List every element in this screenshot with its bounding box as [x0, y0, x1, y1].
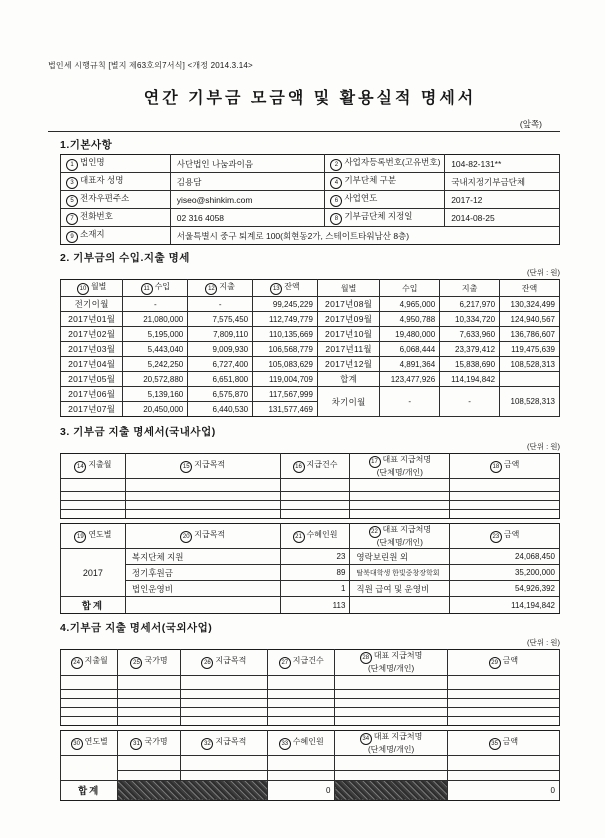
monthly-inout-table — [60, 279, 560, 417]
col-header-amount: 18 금액 — [450, 454, 560, 479]
domestic-row: 정기후원금 89 탈북대학생 한빛중창장학회 35,200,000 — [61, 565, 560, 581]
empty-row — [61, 675, 560, 689]
field-label-org-type: 4 기부단체 구분 — [325, 173, 445, 191]
circled-21: 21 — [293, 531, 305, 543]
col-header-expense2: 지출 — [440, 280, 500, 297]
total-income: 123,477,926 — [380, 372, 440, 387]
form-reference-line: 법인세 시행규칙 [별지 제63호의7서식] <개정 2014.3.14> — [48, 61, 253, 70]
overseas-monthly-table — [60, 649, 560, 725]
carryover-balance: 108,528,313 — [500, 387, 560, 417]
circled-12: 12 — [205, 283, 217, 295]
circled-33: 33 — [279, 738, 291, 750]
col-header-income2: 수입 — [380, 280, 440, 297]
header-rule — [48, 131, 560, 132]
col-header-country: 31 국가명 — [118, 730, 180, 755]
field-value-ceo: 김용담 — [170, 173, 325, 191]
unit-note-section2: (단위 : 원) — [527, 268, 560, 277]
section3-heading: 3. 기부금 지출 명세서(국내사업) — [60, 426, 216, 438]
total-label: 합계 — [317, 372, 379, 387]
inout-row-carryover: 2017년06월 5,139,160 6,575,870 117,567,999 차기이월 - - 108,528,313 — [61, 387, 560, 402]
empty-row — [61, 716, 560, 725]
circled-19: 19 — [74, 531, 86, 543]
circled-34: 34 — [360, 733, 372, 745]
page-title: 연간 기부금 모금액 및 활용실적 명세서 — [143, 90, 477, 107]
domestic-row: 법인운영비 1 직원 급여 및 운영비 54,926,392 — [61, 581, 560, 597]
col-header-amount: 35 금액 — [447, 730, 559, 755]
overseas-total-row — [61, 780, 560, 800]
col-header-year: 30 연도별 — [61, 730, 118, 755]
empty-row — [61, 689, 560, 698]
unit-note-section3: (단위 : 원) — [527, 442, 560, 451]
circled-24: 24 — [71, 657, 83, 669]
empty-row — [61, 770, 560, 780]
empty-row — [61, 501, 560, 510]
circled-25: 25 — [130, 657, 142, 669]
circled-13: 13 — [270, 283, 282, 295]
circled-4: 4 — [330, 177, 342, 189]
domestic-yearly-table — [60, 523, 560, 614]
circled-7: 7 — [66, 213, 78, 225]
col-header-month: 10 월별 — [61, 280, 123, 297]
empty-row — [61, 707, 560, 716]
section1-heading: 1.기본사항 — [60, 139, 113, 151]
inout-row-total: 2017년05월 20,572,880 6,651,800 119,004,709 합계 123,477,926 114,194,842 — [61, 372, 560, 387]
field-label-corp-name: 1 법인명 — [61, 155, 171, 173]
basic-info-table — [60, 154, 560, 245]
circled-22: 22 — [369, 526, 381, 538]
col-header-beneficiaries: 33 수혜인원 — [268, 730, 335, 755]
field-value-designation-date: 2014-08-25 — [445, 209, 560, 227]
field-value-email: yiseo@shinkim.com — [170, 191, 325, 209]
circled-35: 35 — [489, 738, 501, 750]
circled-18: 18 — [490, 461, 502, 473]
col-header-purpose: 32 지급목적 — [180, 730, 267, 755]
total-amount: 114,194,842 — [450, 597, 560, 614]
col-header-month2: 월별 — [317, 280, 379, 297]
section2-heading: 2. 기부금의 수입.지출 명세 — [60, 252, 190, 264]
circled-6: 6 — [330, 195, 342, 207]
circled-30: 30 — [71, 738, 83, 750]
circled-32: 32 — [201, 738, 213, 750]
hatched-cell — [335, 780, 447, 800]
total-label: 합계 — [61, 597, 126, 614]
empty-row — [61, 698, 560, 707]
circled-31: 31 — [130, 738, 142, 750]
circled-27: 27 — [279, 657, 291, 669]
circled-17: 17 — [369, 456, 381, 468]
field-label-ceo: 3 대표자 성명 — [61, 173, 171, 191]
col-header-purpose: 20 지급목적 — [125, 524, 280, 549]
circled-11: 11 — [141, 283, 153, 295]
field-value-address: 서울특별시 중구 퇴계로 100(회현동2가, 스테이트타워남산 8층) — [170, 227, 559, 245]
field-value-phone: 02 316 4058 — [170, 209, 325, 227]
col-header-amount: 23 금액 — [450, 524, 560, 549]
total-expense: 114,194,842 — [440, 372, 500, 387]
col-header-year: 19 연도별 — [61, 524, 126, 549]
total-amount: 0 — [447, 780, 559, 800]
field-label-fiscal-year: 6 사업연도 — [325, 191, 445, 209]
col-header-purpose: 15 지급목적 — [125, 454, 280, 479]
circled-1: 1 — [66, 159, 78, 171]
circled-3: 3 — [66, 177, 78, 189]
circled-23: 23 — [490, 531, 502, 543]
empty-row — [61, 492, 560, 501]
page-side-label: (앞쪽) — [519, 119, 542, 129]
circled-10: 10 — [77, 283, 89, 295]
carryover-label: 차기이월 — [317, 387, 379, 417]
overseas-yearly-table — [60, 730, 560, 801]
year-cell: 2017 — [61, 549, 126, 597]
circled-28: 28 — [360, 652, 372, 664]
inout-row: 2017년03월 5,443,040 9,009,930 106,568,779 2017년11월 6,068,444 23,379,412 119,475,639 — [61, 342, 560, 357]
inout-row: 2017년01월 21,080,000 7,575,450 112,749,779 2017년09월 4,950,788 10,334,720 124,940,567 — [61, 312, 560, 327]
field-label-address: 9 소재지 — [61, 227, 171, 245]
col-header-expense: 12 지출 — [188, 280, 253, 297]
inout-row: 2017년04월 5,242,250 6,727,400 105,083,629 2017년12월 4,891,364 15,838,690 108,528,313 — [61, 357, 560, 372]
col-header-pay-count: 16 지급건수 — [280, 454, 350, 479]
col-header-payee: 28 대표 지급처명 (단체명/개인) — [335, 650, 447, 675]
hatched-cell — [118, 780, 268, 800]
field-label-email: 5 전자우편주소 — [61, 191, 171, 209]
col-header-pay-count: 27 지급건수 — [268, 650, 335, 675]
col-header-expense-month: 24 지출월 — [61, 650, 118, 675]
col-header-amount: 29 금액 — [447, 650, 559, 675]
field-label-biz-no: 2 사업자등록번호(고유번호) — [325, 155, 445, 173]
inout-row: 2017년02월 5,195,000 7,809,110 110,135,669 2017년10월 19,480,000 7,633,960 136,786,607 — [61, 327, 560, 342]
circled-29: 29 — [489, 657, 501, 669]
total-count: 113 — [280, 597, 350, 614]
col-header-balance2: 잔액 — [500, 280, 560, 297]
empty-row — [61, 479, 560, 492]
field-label-designation-date: 8 기부금단체 지정일 — [325, 209, 445, 227]
col-header-balance: 13 잔액 — [253, 280, 318, 297]
circled-8: 8 — [330, 213, 342, 225]
col-header-payee: 34 대표 지급처명 (단체명/개인) — [335, 730, 447, 755]
circled-9: 9 — [66, 231, 78, 243]
col-header-payee: 17 대표 지급처명 (단체명/개인) — [350, 454, 450, 479]
empty-row — [61, 755, 560, 770]
circled-2: 2 — [330, 159, 342, 171]
circled-16: 16 — [293, 461, 305, 473]
col-header-country: 25 국가명 — [118, 650, 180, 675]
circled-14: 14 — [74, 461, 86, 473]
field-value-corp-name: 사단법인 나눔과이음 — [170, 155, 325, 173]
inout-row: 전기이월 - - 99,245,229 2017년08월 4,965,000 6,217,970 130,324,499 — [61, 297, 560, 312]
circled-20: 20 — [180, 531, 192, 543]
field-value-org-type: 국내지정기부금단체 — [445, 173, 560, 191]
unit-note-section4: (단위 : 원) — [527, 638, 560, 648]
domestic-row: 2017 복지단체 지원 23 영락보린원 외 24,068,450 — [61, 549, 560, 565]
field-value-biz-no: 104-82-131** — [445, 155, 560, 173]
circled-5: 5 — [66, 195, 78, 207]
inout-row: 2017년07월 20,450,000 6,440,530 131,577,469 — [61, 402, 560, 417]
empty-row — [61, 510, 560, 519]
field-label-phone: 7 전화번호 — [61, 209, 171, 227]
col-header-expense-month: 14 지출월 — [61, 454, 126, 479]
domestic-total-row — [61, 597, 560, 614]
total-count: 0 — [268, 780, 335, 800]
col-header-beneficiaries: 21 수혜인원 — [280, 524, 350, 549]
col-header-payee: 22 대표 지급처명 (단체명/개인) — [350, 524, 450, 549]
field-value-fiscal-year: 2017-12 — [445, 191, 560, 209]
total-label: 합계 — [61, 780, 118, 800]
domestic-monthly-table — [60, 453, 560, 519]
section4-heading: 4.기부금 지출 명세서(국외사업) — [60, 622, 213, 635]
col-header-purpose: 26 지급목적 — [180, 650, 267, 675]
circled-15: 15 — [180, 461, 192, 473]
col-header-income: 11 수입 — [123, 280, 188, 297]
circled-26: 26 — [201, 657, 213, 669]
